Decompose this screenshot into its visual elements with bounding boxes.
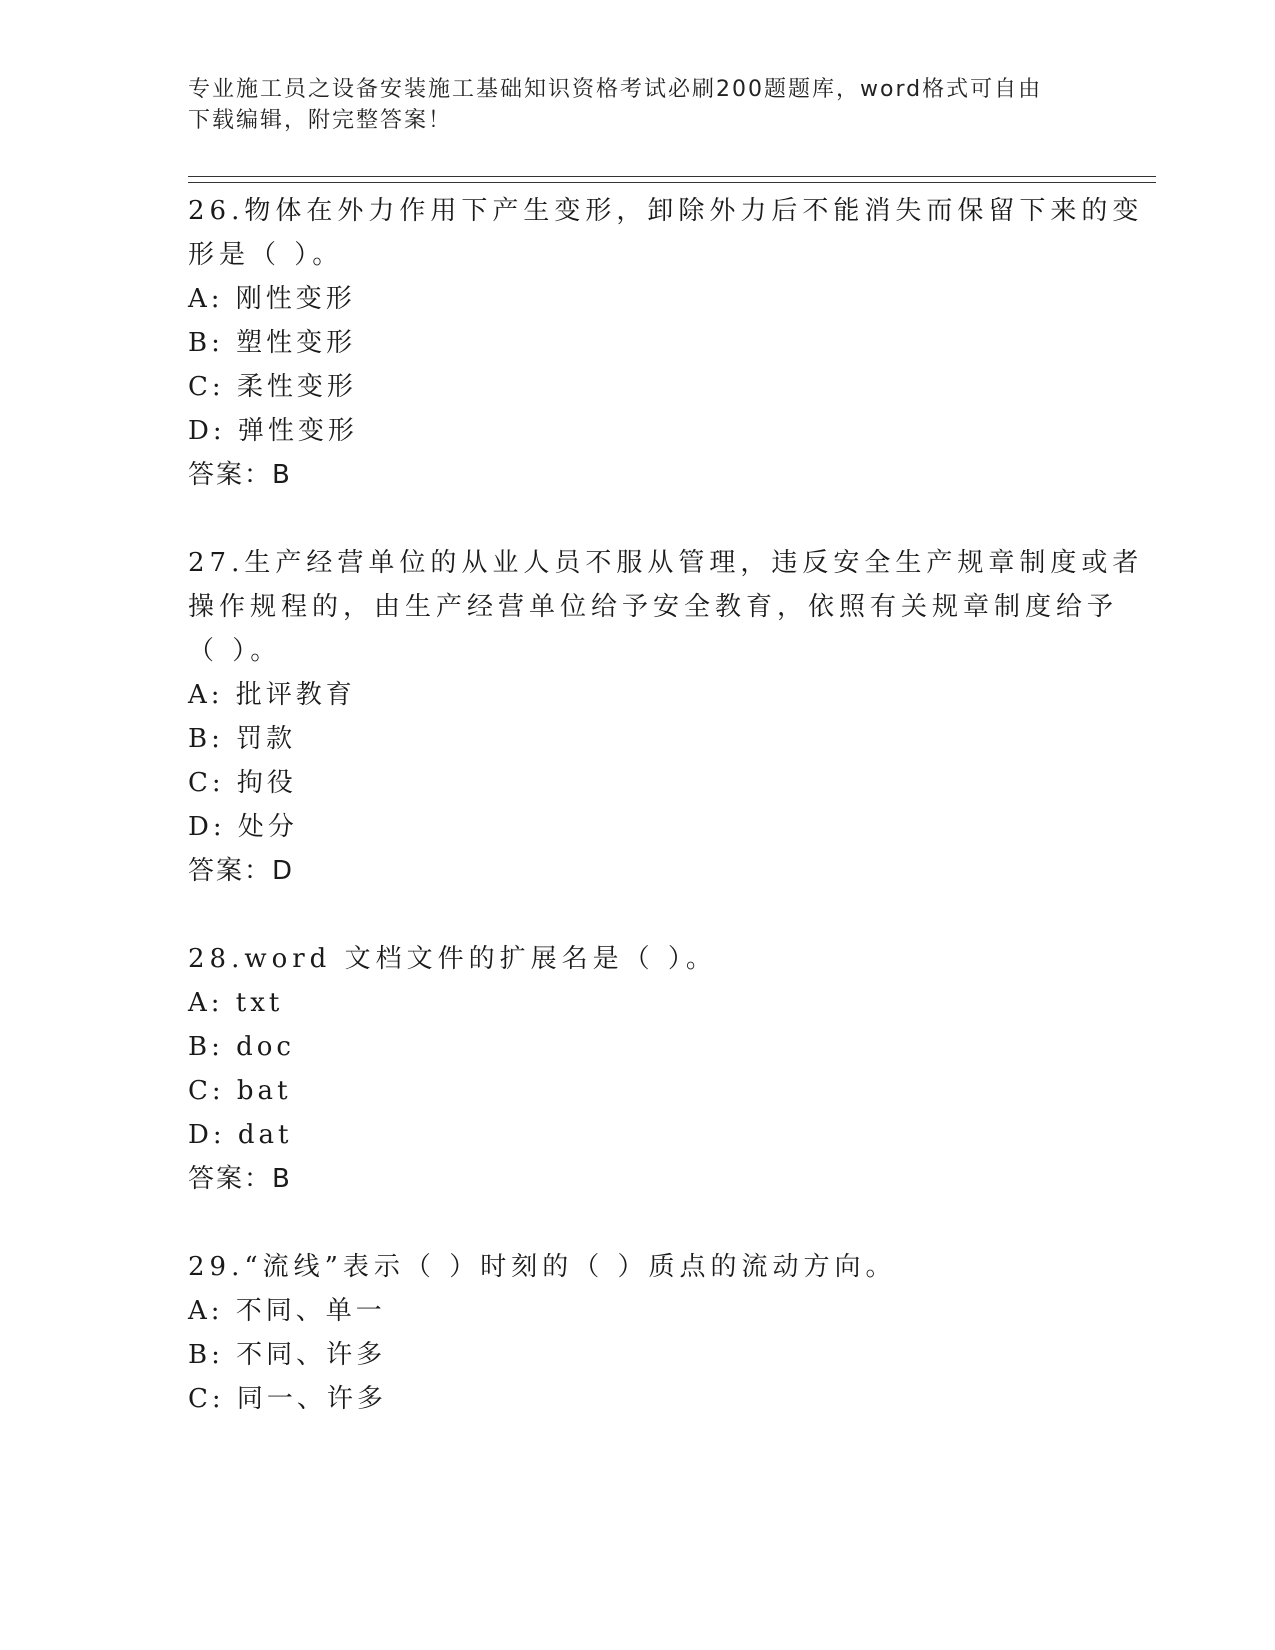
question-27-option-c: C: 拘役 [188,768,297,798]
question-26-option-b: B: 塑性变形 [188,328,357,358]
header-divider-top [188,176,1156,177]
question-27-option-a: A: 批评教育 [188,680,356,710]
question-27-line-1: 27.生产经营单位的从业人员不服从管理，违反安全生产规章制度或者 [188,548,1144,578]
question-28-option-a: A: txt [188,988,284,1018]
document-header [188,74,1068,136]
question-26-option-a: A: 刚性变形 [188,284,356,314]
question-28-option-c: C: bat [188,1076,292,1106]
question-26-option-d: D: 弹性变形 [188,416,358,446]
header-line-2: 下载编辑，附完整答案！ [188,108,453,133]
question-26-answer: 答案：B [188,460,292,490]
question-28-answer: 答案：B [188,1164,292,1194]
question-26-line-2: 形是（ ）。 [188,240,344,270]
question-28-option-d: D: dat [188,1120,293,1150]
header-divider-bottom [188,182,1156,183]
question-27-option-d: D: 处分 [188,812,298,842]
question-29-option-a: A: 不同、单一 [188,1296,386,1326]
question-29-option-b: B: 不同、许多 [188,1340,387,1370]
question-27-answer: 答案：D [188,856,295,886]
question-27-option-b: B: 罚款 [188,724,297,754]
question-29-option-c: C: 同一、许多 [188,1384,387,1414]
header-line-1: 专业施工员之设备安装施工基础知识资格考试必刷200题题库，word格式可自由 [188,77,1043,102]
question-28-option-b: B: doc [188,1032,295,1062]
question-26-option-c: C: 柔性变形 [188,372,357,402]
question-29-line-1: 29.“流线”表示（ ）时刻的（ ）质点的流动方向。 [188,1252,897,1282]
question-26-line-1: 26.物体在外力作用下产生变形，卸除外力后不能消失而保留下来的变 [188,196,1144,226]
question-28-line-1: 28.word 文档文件的扩展名是（ ）。 [188,944,717,974]
question-27-line-2: 操作规程的，由生产经营单位给予安全教育，依照有关规章制度给予 [188,592,1119,622]
question-27-line-3: （ ）。 [188,636,282,666]
